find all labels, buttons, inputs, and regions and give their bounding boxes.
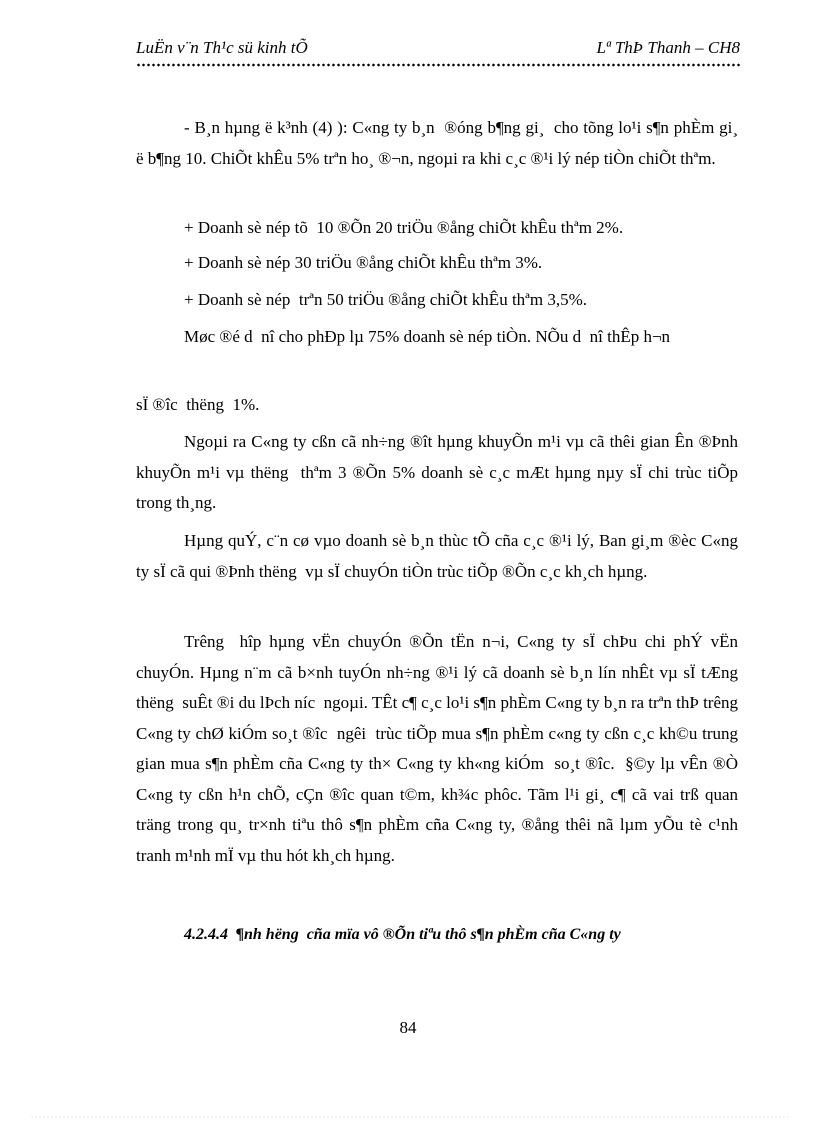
- header-thesis-title: LuËn v¨n Th¹c sü kinh tÕ: [136, 38, 308, 57]
- header-author: Lª ThÞ Thanh – CH8: [596, 38, 740, 57]
- page-number: 84: [399, 1018, 417, 1037]
- paragraph-quarterly-rewards: Hµng quÝ, c¨n cø vµo doanh sè b¸n thùc tÕ cña c¸c ®¹i lý, Ban gi¸m ®èc C«ng ty sÏ cã qui ®Þnh thëng vµ sÏ chuyÓn tiÒn trùc tiÕp ®Õn c¸c kh¸ch hµng.: [136, 531, 743, 581]
- section-heading-4-2-4-4: 4.2.4.4 ¶nh hëng cña mïa vô ®Õn tiªu thô s¶n phÈm cña C«ng ty: [184, 926, 621, 943]
- paragraph-bonus: sÏ ®îc thëng 1%.: [136, 395, 260, 414]
- paragraph-transport-and-pricing: Trêng hîp hµng vËn chuyÓn ®Õn tËn n¬i, C«ng ty sÏ chÞu chi phÝ vËn chuyÓn. Hµng n¨m cã b×nh tuyÓn nh÷ng ®¹i lý cã doanh sè b¸n lín nhÊt vµ sÏ tÆng thëng suÊt ®i du lÞch níc ngoµi. TÊt c¶ c¸c lo¹i s¶n phÈm C«ng ty b¸n ra trªn thÞ trêng C«ng ty chØ kiÓm so¸t ®îc ngêi trùc tiÕp mua s¶n phÈm c«ng ty cßn c¸c kh©u trung gian mua s¶n phÈm cña C«ng ty th× C«ng ty kh«ng kiÓm so¸t ®îc. §©y lµ vÊn ®Ò C«ng ty cßn h¹n chÕ, cÇn ®îc quan t©m, kh¾c phôc. Tãm l¹i gi¸ c¶ cã vai trß quan träng trong qu¸ tr×nh tiªu thô s¶n phÈm cña C«ng ty, ®ång thêi nã lµm yÕu tè c¹nh tranh m¹nh mÏ vµ thu hót kh¸ch hµng.: [136, 632, 747, 865]
- paragraph-promotions: Ngoµi ra C«ng ty cßn cã nh÷ng ®ît hµng khuyÕn m¹i vµ cã thêi gian Ên ®Þnh khuyÕn m¹i vµ thëng thªm 3 ®Õn 5% doanh sè c¸c mÆt hµng nµy sÏ chi trùc tiÕp trong th¸ng.: [136, 432, 743, 512]
- paragraph-discount-tier-1: + Doanh sè nép tõ 10 ®Õn 20 triÖu ®ång chiÕt khÊu thªm 2%.: [184, 218, 624, 237]
- footer-dotted-line: [30, 1116, 790, 1118]
- paragraph-discount-tier-2: + Doanh sè nép 30 triÖu ®ång chiÕt khÊu thªm 3%.: [184, 253, 543, 272]
- paragraph-discount-tier-3: + Doanh sè nép trªn 50 triÖu ®ång chiÕt khÊu thªm 3,5%.: [184, 290, 587, 309]
- paragraph-debt-level: Møc ®é d nî cho phÐp lµ 75% doanh sè nép tiÒn. NÕu d nî thÊp h¬n: [184, 327, 671, 346]
- header-dotted-rule: [136, 63, 740, 67]
- paragraph-sales-channel-4: - B¸n hµng ë k³nh (4) ): C«ng ty b¸n ®óng b¶ng gi¸ cho tõng lo¹i s¶n phÈm gi¸ ë b¶ng 10. ChiÕt khÊu 5% trªn ho¸ ®¬n, ngoµi ra khi c¸c ®¹i lý nép tiÒn chiÕt thªm.: [136, 118, 743, 168]
- page-header: [136, 38, 740, 60]
